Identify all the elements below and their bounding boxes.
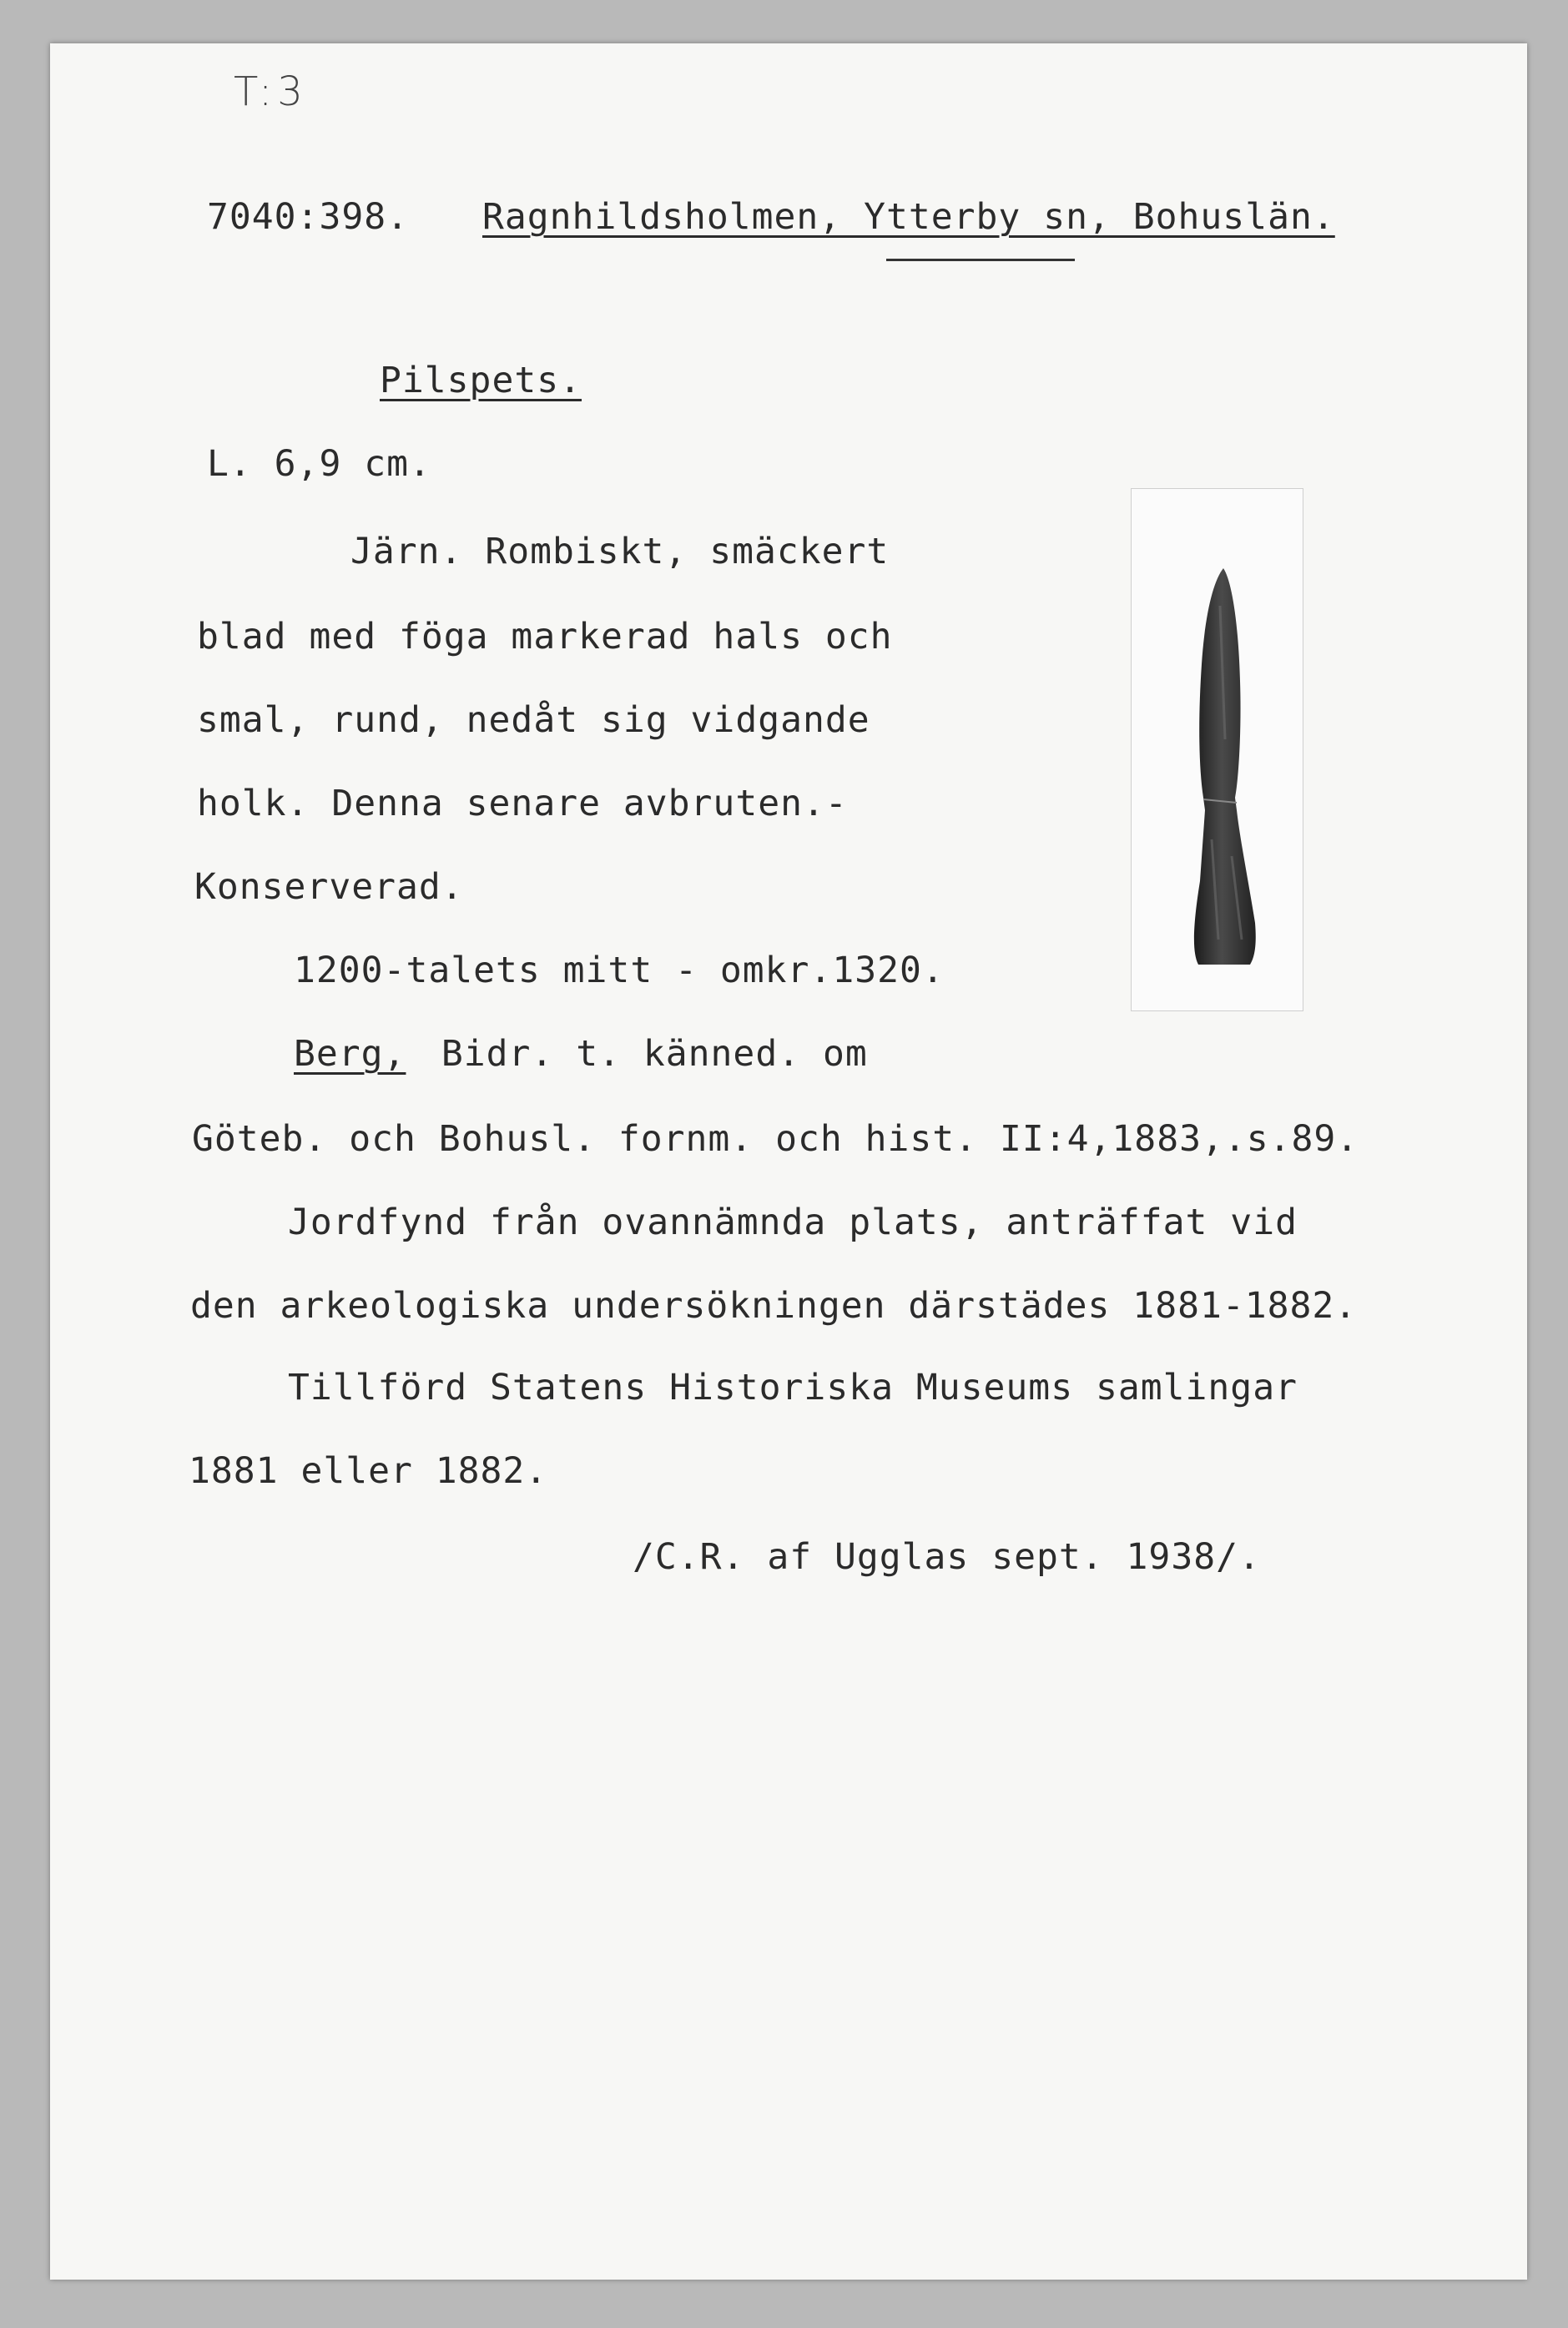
reference-author: Berg, (294, 1033, 406, 1075)
description-line: Konserverad. (194, 866, 464, 908)
extra-underline (886, 259, 1075, 261)
object-title: Pilspets. (380, 360, 582, 401)
reference-line: Göteb. och Bohusl. fornm. och hist. II:4,1883,.s.89. (192, 1118, 1359, 1160)
dating: 1200-talets mitt - omkr.1320. (294, 950, 945, 991)
find-context-line: Jordfynd från ovannämnda plats, anträffat vid (288, 1202, 1298, 1243)
corner-mark: T:3 (234, 68, 308, 115)
site-name: Ragnhildsholmen, Ytterby sn, Bohuslän. (482, 196, 1335, 238)
arrowhead-image (1132, 489, 1303, 1010)
find-context-line: den arkeologiska undersökningen därstädes 1881-1882. (190, 1285, 1358, 1327)
signature: /C.R. af Ugglas sept. 1938/. (633, 1536, 1261, 1578)
description-line: blad med föga markerad hals och (197, 616, 893, 658)
accession-line: 1881 eller 1882. (189, 1450, 548, 1492)
description-line: holk. Denna senare avbruten.- (197, 783, 848, 824)
accession-line: Tillförd Statens Historiska Museums samlingar (288, 1367, 1298, 1408)
arrowhead-photo (1131, 488, 1303, 1011)
description-line: smal, rund, nedåt sig vidgande (197, 699, 870, 741)
catalog-number: 7040:398. (207, 196, 409, 238)
length: L. 6,9 cm. (207, 443, 431, 485)
description-line: Järn. Rombiskt, smäckert (350, 531, 890, 572)
reference-title: Bidr. t. känned. om (419, 1033, 868, 1075)
